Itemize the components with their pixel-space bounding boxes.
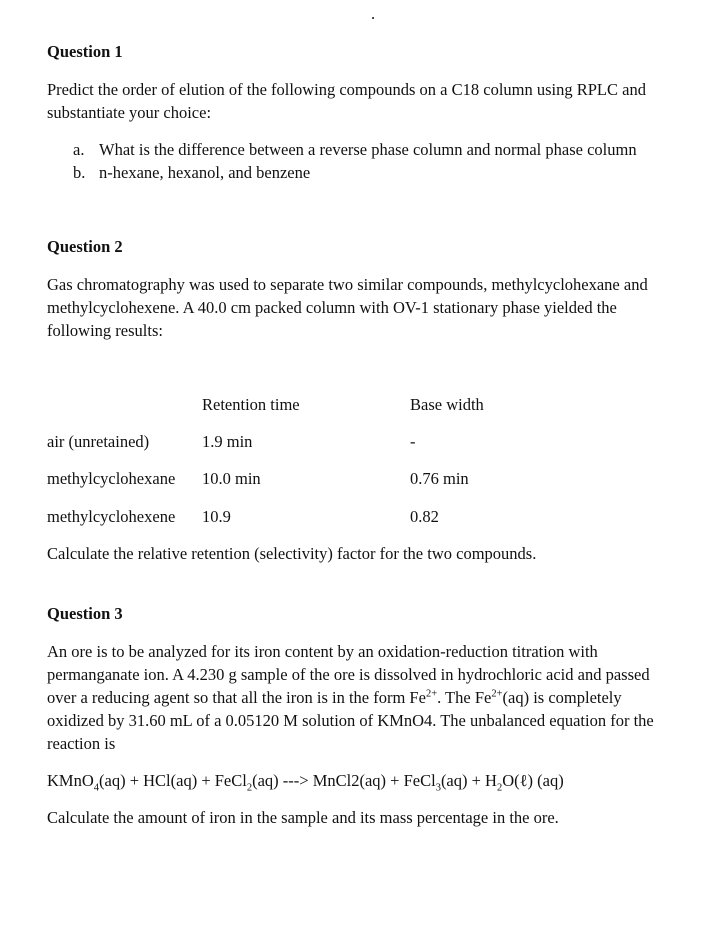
intro-line: substantiate your choice: bbox=[47, 103, 212, 122]
table-cell: air (unretained) bbox=[47, 432, 150, 451]
question-2-intro bbox=[47, 273, 697, 342]
question-3-prompt: Calculate the amount of iron in the sample and its mass percentage in the ore. bbox=[47, 808, 559, 827]
body-line: permanganate ion. A 4.230 g sample of the ore is dissolved in hydrochloric acid and passed bbox=[47, 665, 650, 684]
table-header-base-width: Base width bbox=[410, 395, 484, 414]
table-cell: 1.9 min bbox=[202, 432, 253, 451]
eq-text: KMnO bbox=[47, 771, 94, 790]
table-cell: 10.0 min bbox=[202, 469, 261, 488]
body-text: (aq) is completely bbox=[502, 688, 622, 707]
body-line: oxidized by 31.60 mL of a 0.05120 M solution of KMnO4. The unbalanced equation for the bbox=[47, 711, 654, 730]
subscript: 4 bbox=[93, 782, 100, 794]
table-cell: 10.9 bbox=[202, 507, 231, 526]
eq-text: (aq) + HCl(aq) + FeCl bbox=[99, 771, 247, 790]
body-text: over a reducing agent so that all the iron is in the form Fe bbox=[47, 688, 426, 707]
intro-line: Gas chromatography was used to separate two similar compounds, methylcyclohexane and bbox=[47, 275, 648, 294]
table-cell: 0.82 bbox=[410, 507, 439, 526]
list-item-marker: b. bbox=[73, 163, 86, 182]
body-text: . The Fe bbox=[437, 688, 492, 707]
chemical-equation bbox=[47, 771, 564, 794]
body-line bbox=[47, 686, 697, 709]
subscript: 2 bbox=[246, 782, 253, 794]
question-2-prompt: Calculate the relative retention (selectivity) factor for the two compounds. bbox=[47, 544, 537, 563]
list-item-marker: a. bbox=[73, 140, 85, 159]
question-3-body bbox=[47, 640, 697, 755]
eq-text: (aq) ---> MnCl2(aq) + FeCl bbox=[252, 771, 436, 790]
table-cell: 0.76 min bbox=[410, 469, 469, 488]
question-3-heading: Question 3 bbox=[47, 604, 123, 623]
question-1-heading: Question 1 bbox=[47, 42, 123, 61]
intro-line: methylcyclohexene. A 40.0 cm packed column with OV-1 stationary phase yielded the bbox=[47, 298, 617, 317]
top-dot: . bbox=[371, 4, 376, 23]
table-cell: methylcyclohexene bbox=[47, 507, 176, 526]
list-item: n-hexane, hexanol, and benzene bbox=[99, 163, 311, 182]
intro-line: following results: bbox=[47, 321, 163, 340]
body-line: An ore is to be analyzed for its iron content by an oxidation-reduction titration with bbox=[47, 642, 598, 661]
table-cell: - bbox=[410, 432, 416, 451]
table-header-retention: Retention time bbox=[202, 395, 300, 414]
table-cell: methylcyclohexane bbox=[47, 469, 176, 488]
question-2-heading: Question 2 bbox=[47, 237, 123, 256]
intro-line: Predict the order of elution of the following compounds on a C18 column using RPLC and bbox=[47, 80, 646, 99]
eq-text: O(ℓ) (aq) bbox=[502, 771, 564, 790]
body-line: reaction is bbox=[47, 734, 116, 753]
list-item: What is the difference between a reverse phase column and normal phase column bbox=[99, 140, 637, 159]
superscript: 2+ bbox=[425, 688, 438, 700]
subscript: 3 bbox=[435, 782, 441, 794]
superscript: 2+ bbox=[491, 688, 503, 700]
subscript: 2 bbox=[496, 782, 503, 794]
question-1-intro bbox=[47, 78, 697, 124]
eq-text: (aq) + H bbox=[440, 771, 497, 790]
